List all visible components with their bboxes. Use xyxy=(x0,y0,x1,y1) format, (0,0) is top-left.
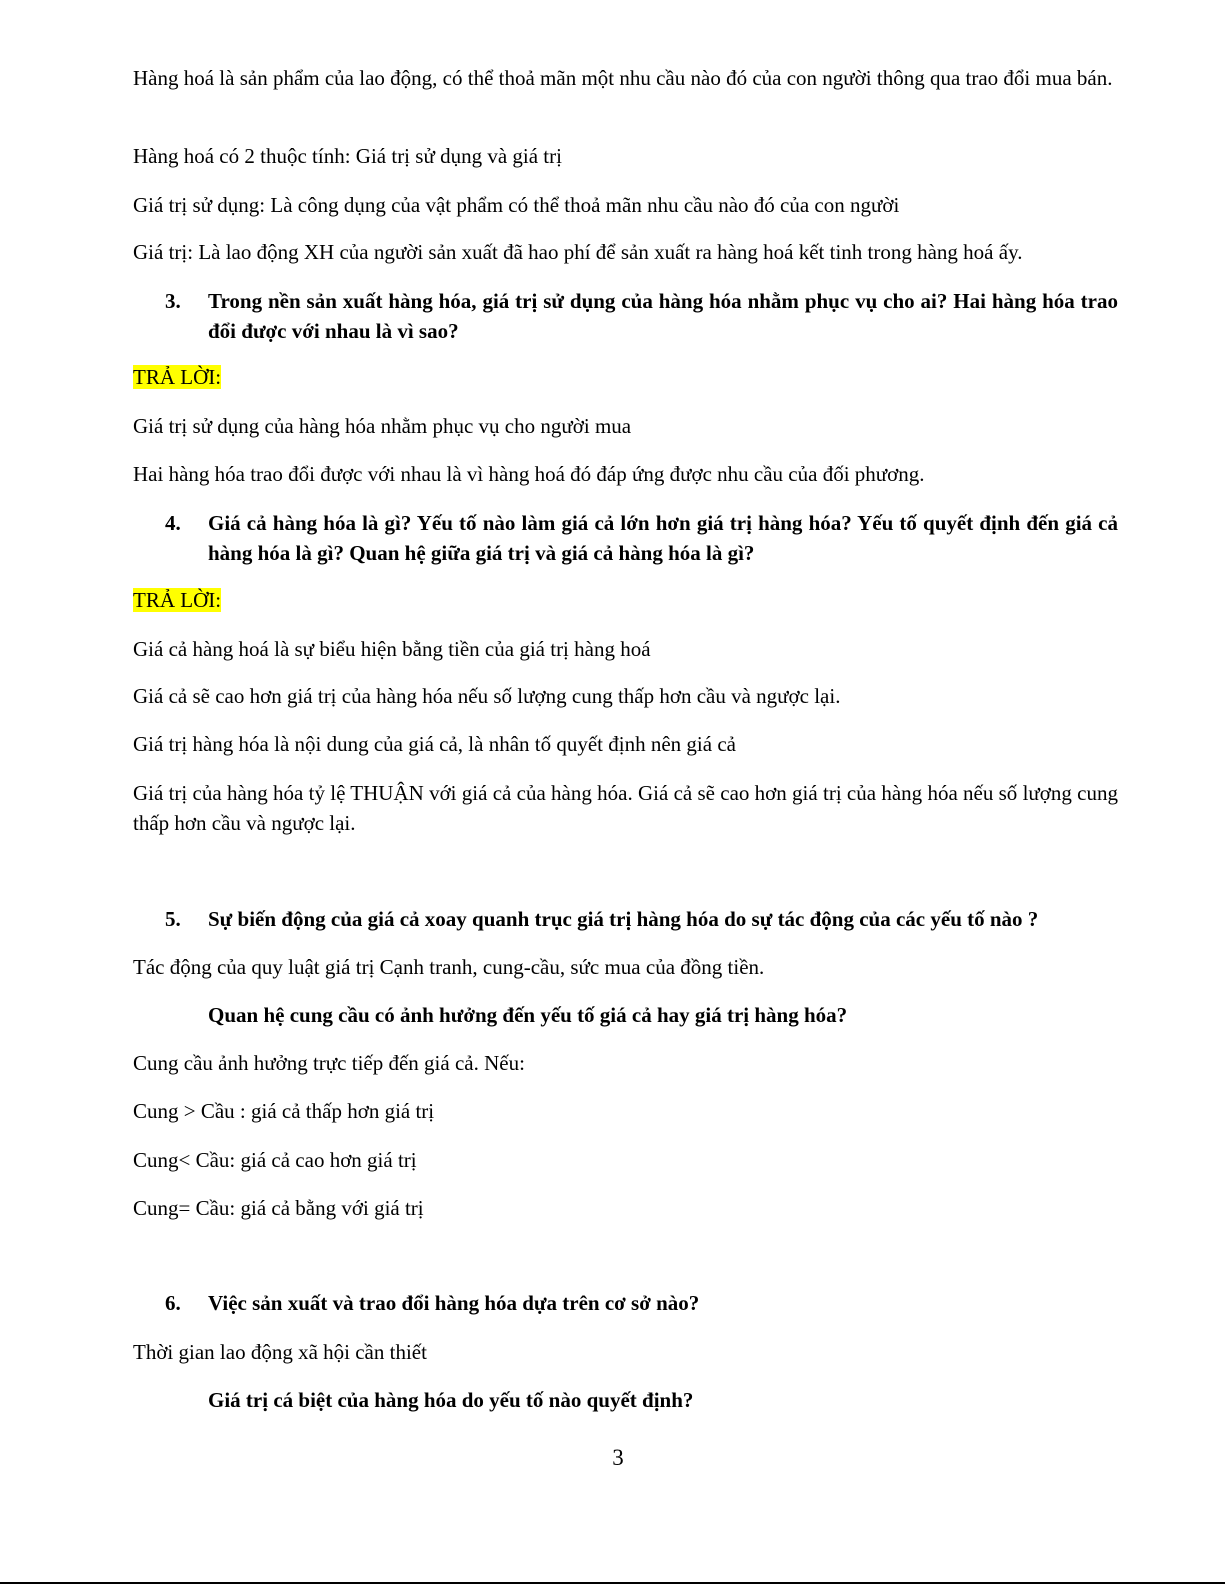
question-3-text: Trong nền sản xuất hàng hóa, giá trị sử dụng của hàng hóa nhằm phục vụ cho ai? Hai hàng hóa trao đổi được với nhau là vì sao? xyxy=(208,289,1118,343)
intro-paragraph-definition: Hàng hoá là sản phẩm của lao động, có thể thoả mãn một nhu cầu nào đó của con người thông qua trao đổi mua bán. xyxy=(133,66,1113,90)
question-4-answer-2: Giá cả sẽ cao hơn giá trị của hàng hóa nếu số lượng cung thấp hơn cầu và ngược lại. xyxy=(133,684,841,708)
question-5-sub-question: Quan hệ cung cầu có ảnh hưởng đến yếu tố giá cả hay giá trị hàng hóa? xyxy=(208,1003,848,1027)
question-3-answer-2: Hai hàng hóa trao đổi được với nhau là vì hàng hoá đó đáp ứng được nhu cầu của đối phương. xyxy=(133,462,925,486)
answer-label-highlight: TRẢ LỜI: xyxy=(133,588,222,612)
question-5-sub-answer-4: Cung= Cầu: giá cả bằng với giá trị xyxy=(133,1196,424,1220)
question-5-answer: Tác động của quy luật giá trị Cạnh tranh, cung-cầu, sức mua của đồng tiền. xyxy=(133,955,765,979)
question-6-text: Việc sản xuất và trao đổi hàng hóa dựa trên cơ sở nào? xyxy=(208,1291,700,1315)
page-bottom-divider xyxy=(0,1582,1225,1584)
question-6-number: 6. xyxy=(165,1291,181,1315)
page-number: 3 xyxy=(612,1445,624,1470)
question-4-answer-4: Giá trị của hàng hóa tỷ lệ THUẬN với giá cả của hàng hóa. Giá cả sẽ cao hơn giá trị của hàng hóa nếu số lượng cung thấp hơn cầu và ngược lại. xyxy=(133,781,1118,835)
question-6-answer: Thời gian lao động xã hội cần thiết xyxy=(133,1340,427,1364)
question-5-sub-answer-3: Cung< Cầu: giá cả cao hơn giá trị xyxy=(133,1148,417,1172)
question-4-text: Giá cả hàng hóa là gì? Yếu tố nào làm giá cả lớn hơn giá trị hàng hóa? Yếu tố quyết định đến giá cả hàng hóa là gì? Quan hệ giữa giá trị và giá cả hàng hóa là gì? xyxy=(208,511,1118,565)
question-4-number: 4. xyxy=(165,511,181,535)
question-4-answer-label xyxy=(133,585,221,615)
question-5-number: 5. xyxy=(165,907,181,931)
question-3-number: 3. xyxy=(165,289,181,313)
intro-paragraph-use-value: Giá trị sử dụng: Là công dụng của vật phẩm có thể thoả mãn nhu cầu nào đó của con người xyxy=(133,193,900,217)
question-3-answer-label xyxy=(133,362,221,392)
question-4-answer-3: Giá trị hàng hóa là nội dung của giá cả, là nhân tố quyết định nên giá cả xyxy=(133,732,736,756)
question-5-sub-answer-2: Cung > Cầu : giá cả thấp hơn giá trị xyxy=(133,1099,435,1123)
question-5-text: Sự biến động của giá cả xoay quanh trục giá trị hàng hóa do sự tác động của các yếu tố nào ? xyxy=(208,907,1039,931)
question-6-sub-question: Giá trị cá biệt của hàng hóa do yếu tố nào quyết định? xyxy=(208,1388,694,1412)
intro-paragraph-value: Giá trị: Là lao động XH của người sản xuất đã hao phí để sản xuất ra hàng hoá kết tinh trong hàng hoá ấy. xyxy=(133,240,1023,264)
intro-paragraph-attributes: Hàng hoá có 2 thuộc tính: Giá trị sử dụng và giá trị xyxy=(133,144,562,168)
question-3-answer-1: Giá trị sử dụng của hàng hóa nhằm phục vụ cho người mua xyxy=(133,414,632,438)
answer-label-highlight: TRẢ LỜI: xyxy=(133,365,222,389)
question-4-answer-1: Giá cả hàng hoá là sự biểu hiện bằng tiền của giá trị hàng hoá xyxy=(133,637,651,661)
question-5-sub-answer-1: Cung cầu ảnh hưởng trực tiếp đến giá cả. Nếu: xyxy=(133,1051,525,1075)
